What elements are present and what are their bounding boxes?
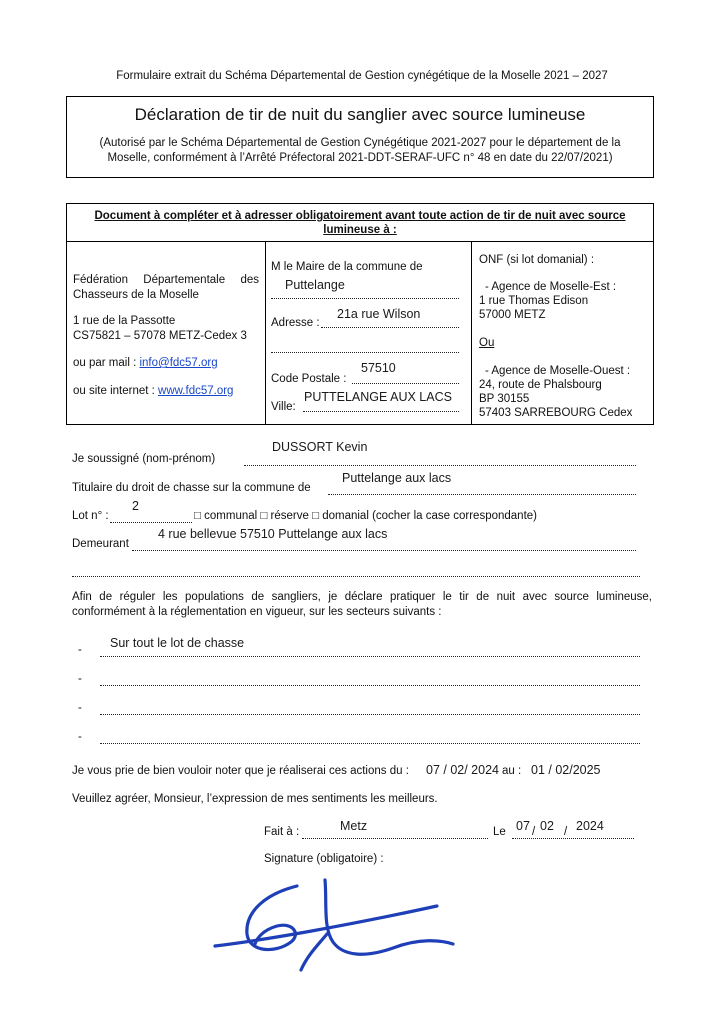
demeurant-value: 4 rue bellevue 57510 Puttelange aux lacs (158, 527, 388, 541)
le-year-value: 2024 (576, 819, 604, 833)
lot-label: Lot n° : (72, 510, 109, 522)
address-table-heading: Document à compléter et à adresser obligatoirement avant toute action de tir de nuit avec source lumineuse à : (67, 204, 653, 242)
onf-ouest-label: - Agence de Moselle-Ouest : (485, 365, 631, 377)
mail-label: ou par mail : (73, 357, 140, 369)
sector-1-value: Sur tout le lot de chasse (110, 636, 245, 650)
demeurant-2-dotted-line (72, 576, 640, 577)
mairie-ville-label: Ville: (271, 401, 296, 413)
soussigne-value: DUSSORT Kevin (272, 440, 368, 454)
column-divider (265, 242, 266, 424)
fait-value: Metz (340, 819, 368, 833)
mairie-cp-label: Code Postale : (271, 373, 347, 385)
date-separator: / (564, 826, 568, 838)
onf-est-street: 1 rue Thomas Edison (479, 295, 589, 307)
onf-label: ONF (si lot domanial) : (479, 254, 595, 266)
title-box (66, 96, 654, 178)
onf-ouest-street: 24, route de Phalsbourg (479, 379, 602, 391)
date-dotted-line (512, 838, 634, 839)
sector-bullet: - (78, 673, 82, 685)
form-source-header: Formulaire extrait du Schéma Départemental de Gestion cynégétique de la Moselle 2021 – 2027 (116, 70, 608, 82)
federation-line-1: Fédération Départementale des (73, 274, 259, 286)
soussigne-label: Je soussigné (nom-prénom) (72, 453, 216, 465)
sector-dotted-line (100, 656, 640, 657)
onf-ouest-bp: BP 30155 (479, 393, 530, 405)
commune-value: Puttelange aux lacs (342, 471, 452, 485)
sector-dotted-line (100, 743, 640, 744)
mairie-adresse-value: 21a rue Wilson (337, 307, 421, 321)
mairie-adresse-label: Adresse : (271, 317, 320, 329)
page-title: Déclaration de tir de nuit du sanglier avec source lumineuse (134, 105, 586, 124)
adresse-dotted-line (321, 327, 459, 328)
ville-dotted-line (303, 411, 459, 412)
dates-label: Je vous prie de bien vouloir noter que je réaliserai ces actions du : (72, 765, 409, 777)
handwritten-signature (205, 872, 465, 977)
fait-dotted-line (302, 838, 488, 839)
mairie-label: M le Maire de la commune de (271, 261, 423, 273)
le-month-value: 02 (540, 819, 554, 833)
closing-text: Veuillez agréer, Monsieur, l’expression de mes sentiments les meilleurs. (72, 793, 438, 805)
demeurant-label: Demeurant (72, 538, 129, 550)
onf-est-city: 57000 METZ (479, 309, 546, 321)
demeurant-dotted-line (132, 550, 636, 551)
sector-bullet: - (78, 731, 82, 743)
federation-mail-line (73, 356, 218, 370)
date-separator: / (532, 826, 536, 838)
fait-label: Fait à : (264, 826, 300, 838)
le-day-value: 07 (516, 819, 530, 833)
mairie-ville-value: PUTTELANGE AUX LACS (304, 390, 452, 404)
date-from-value: 07 / 02/ 2024 (426, 763, 499, 777)
address-table (66, 203, 654, 425)
web-link[interactable]: www.fdc57.org (158, 385, 234, 397)
federation-line-2: Chasseurs de la Moselle (73, 289, 199, 301)
federation-street: 1 rue de la Passotte (73, 315, 176, 327)
column-divider (471, 242, 472, 424)
commune-dotted-line (328, 494, 636, 495)
mairie-commune-value: Puttelange (285, 278, 345, 292)
sector-dotted-line (100, 714, 640, 715)
federation-web-line (73, 384, 233, 398)
le-label: Le (493, 826, 506, 838)
federation-city: CS75821 – 57078 METZ-Cedex 3 (73, 330, 247, 342)
titulaire-label: Titulaire du droit de chasse sur la commune de (72, 482, 311, 494)
lot-dotted-line (110, 522, 192, 523)
signature-label: Signature (obligatoire) : (264, 853, 384, 865)
onf-ouest-city: 57403 SARREBOURG Cedex (479, 407, 633, 419)
adresse-2-dotted-line (271, 352, 459, 353)
soussigne-dotted-line (244, 465, 636, 466)
onf-ou: Ou (479, 337, 495, 349)
page-subtitle: (Autorisé par le Schéma Départemental de Gestion Cynégétique 2021-2027 pour le département de la Moselle, conformément à l’Arrêté Préfectoral 2021-DDT-SERAF-UFC n° 48 en date du 22/07/2021) (99, 137, 621, 164)
web-label: ou site internet : (73, 385, 159, 397)
onf-est-label: - Agence de Moselle-Est : (485, 281, 617, 293)
date-to-value: 01 / 02/2025 (531, 763, 601, 777)
lot-value: 2 (132, 499, 139, 513)
mail-link[interactable]: info@fdc57.org (139, 357, 218, 369)
sector-bullet: - (78, 644, 82, 656)
lot-type-options[interactable]: □ communal □ réserve □ domanial (cocher la case correspondante) (194, 510, 537, 522)
commune-dotted-line (271, 298, 459, 299)
date-to-label: au : (502, 765, 522, 777)
cp-dotted-line (352, 383, 459, 384)
mairie-cp-value: 57510 (361, 361, 396, 375)
sector-bullet: - (78, 702, 82, 714)
sector-dotted-line (100, 685, 640, 686)
declaration-paragraph: Afin de réguler les populations de sangliers, je déclare pratiquer le tir de nuit avec source lumineuse, conformément à la réglementation en vigueur, sur les secteurs suivants : (72, 591, 652, 618)
